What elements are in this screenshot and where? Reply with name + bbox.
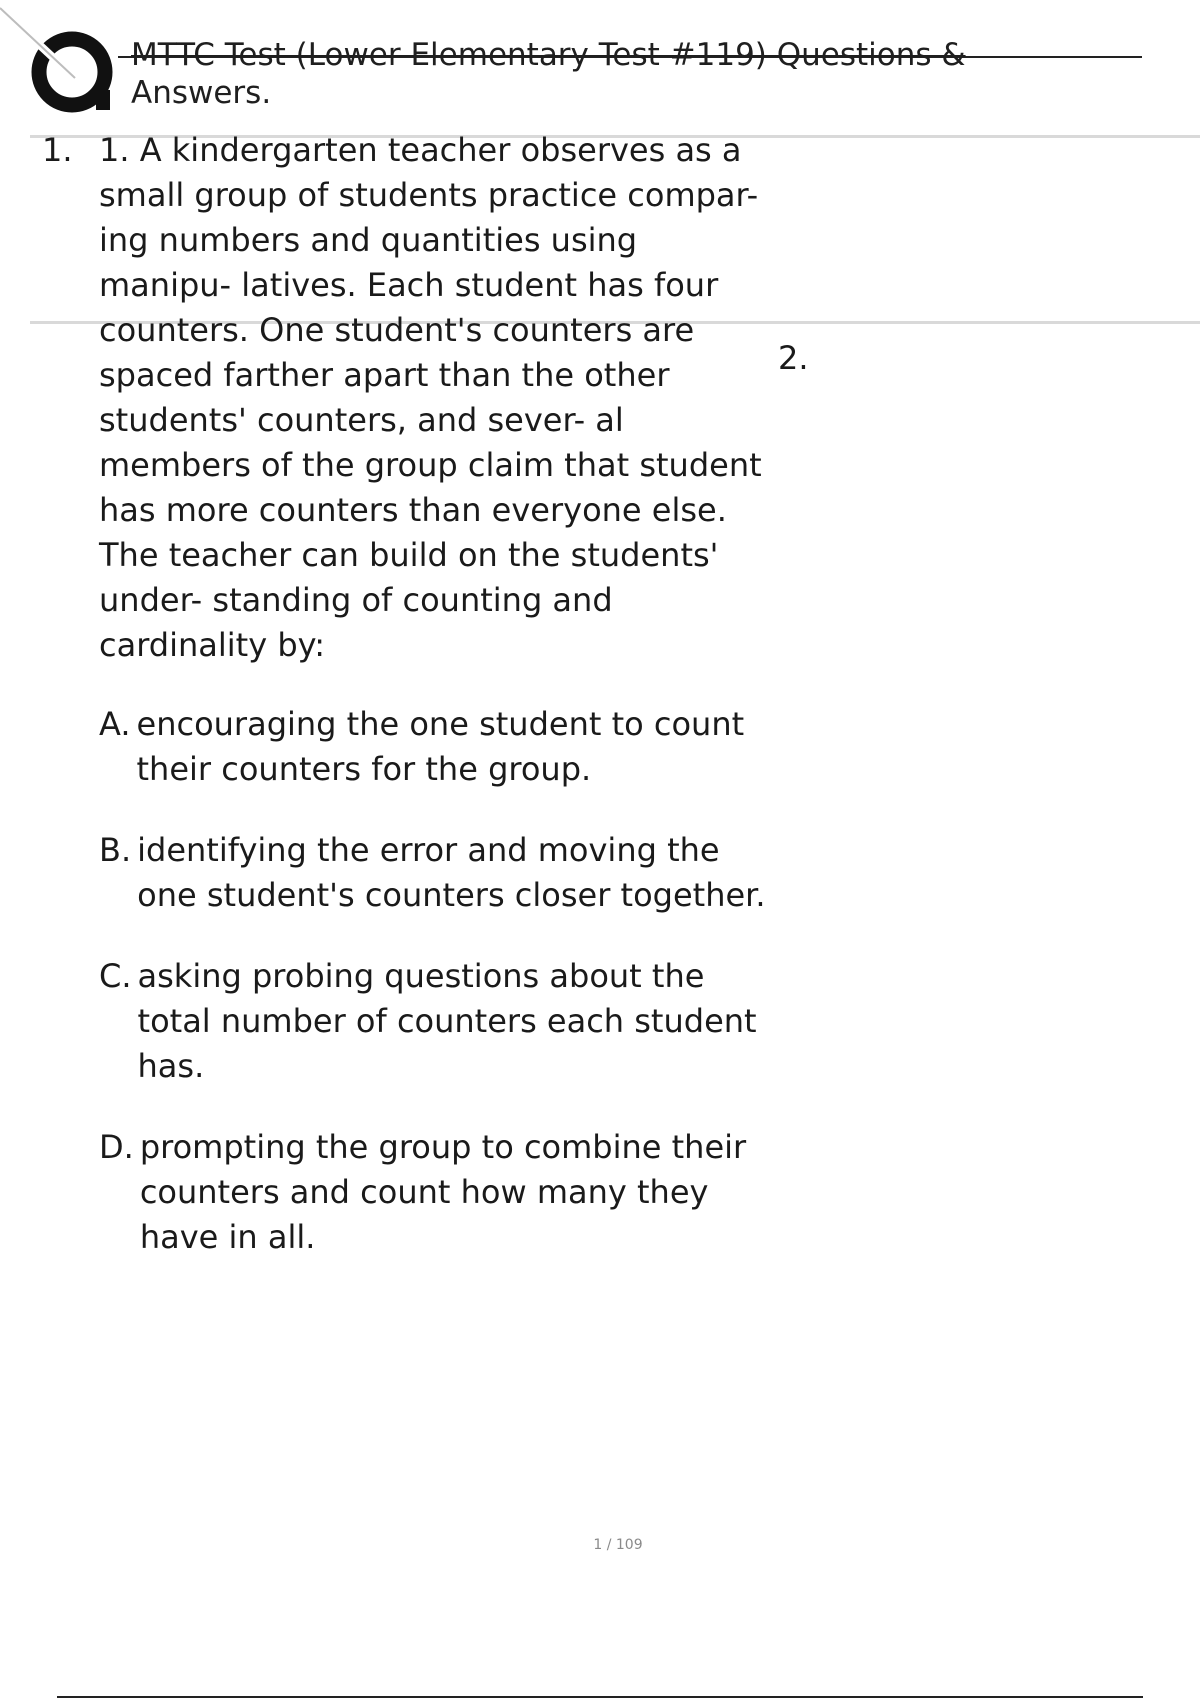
option-letter: D. [99, 1128, 134, 1166]
page-indicator: 1 / 109 [593, 1537, 643, 1553]
option-letter: B. [99, 831, 132, 869]
option-letter: C. [99, 957, 132, 995]
footer-divider [57, 1696, 1143, 1698]
option-letter: A. [99, 705, 131, 743]
brand-logo-icon [0, 0, 120, 120]
question-text: 1. A kindergarten teacher observes as a small group of students practice compar- ing numbers and quantities using manipu- latives. Each student has four counters. One student's counters are spaced farther apart than the other students' counters, and sever- al members of the group claim that student has more counters than everyone else. The teacher can build on the students' under- standing of counting and cardinality by: [99, 131, 762, 664]
option-text: asking probing questions about the total number of counters each student has. [137, 957, 757, 1085]
question-number: 1. [42, 131, 73, 169]
answer-option-c [99, 954, 779, 1089]
answer-option-b [99, 828, 779, 918]
answer-number: 2. [778, 339, 809, 377]
document-title-line-1: MTTC Test (Lower Elementary Test #119) Questions & [131, 37, 966, 73]
document-title [131, 36, 1031, 112]
option-text: encouraging the one student to count their counters for the group. [136, 705, 745, 788]
document-title-line-2: Answers. [131, 75, 272, 111]
answer-option-a [99, 702, 779, 792]
option-text: prompting the group to combine their counters and count how many they have in all. [139, 1128, 747, 1256]
answer-option-d [99, 1125, 779, 1260]
option-text: identifying the error and moving the one student's counters closer together. [137, 831, 766, 914]
answer-options [99, 702, 779, 1296]
